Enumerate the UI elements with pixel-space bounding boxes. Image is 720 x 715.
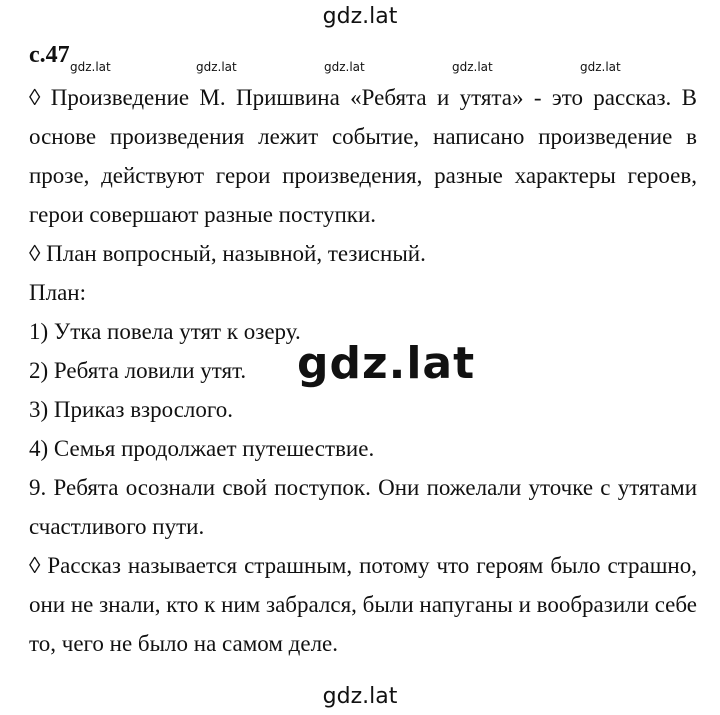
watermark-header-3: gdz.lat: [324, 60, 365, 74]
plan-item: 1) Утка повела утят к озеру.: [29, 319, 301, 344]
paragraph-answer-9: 9. Ребята осознали свой поступок. Они пожелали уточке с утятами счастливого пути.: [29, 475, 697, 539]
watermark-center: gdz.lat: [297, 338, 476, 389]
paragraph-title-explanation: ◊ Рассказ называется страшным, потому что героям было страшно, они не знали, кто к ним забрался, были напуганы и вообразили себе то, чего не было на самом деле.: [29, 553, 697, 656]
plan-item: 2) Ребята ловили утят.: [29, 358, 247, 383]
paragraph-plan-types: ◊ План вопросный, назывной, тезисный.: [29, 241, 426, 266]
plan-item: 4) Семья продолжает путешествие.: [29, 436, 375, 461]
plan-item: 3) Приказ взрослого.: [29, 397, 234, 422]
page-number: с.47: [29, 42, 70, 68]
plan-heading: План:: [29, 280, 86, 305]
paragraph-genre: ◊ Произведение М. Пришвина «Ребята и утята» - это рассказ. В основе произведения лежит событие, написано произведение в прозе, действуют герои произведения, разные характеры героев, герои совершают разные поступки.: [29, 85, 697, 227]
watermark-header-5: gdz.lat: [580, 60, 621, 74]
watermark-header-4: gdz.lat: [452, 60, 493, 74]
watermark-top: gdz.lat: [322, 4, 398, 29]
watermark-header-2: gdz.lat: [196, 60, 237, 74]
watermark-bottom: gdz.lat: [322, 684, 398, 709]
watermark-header-1: gdz.lat: [70, 60, 111, 74]
